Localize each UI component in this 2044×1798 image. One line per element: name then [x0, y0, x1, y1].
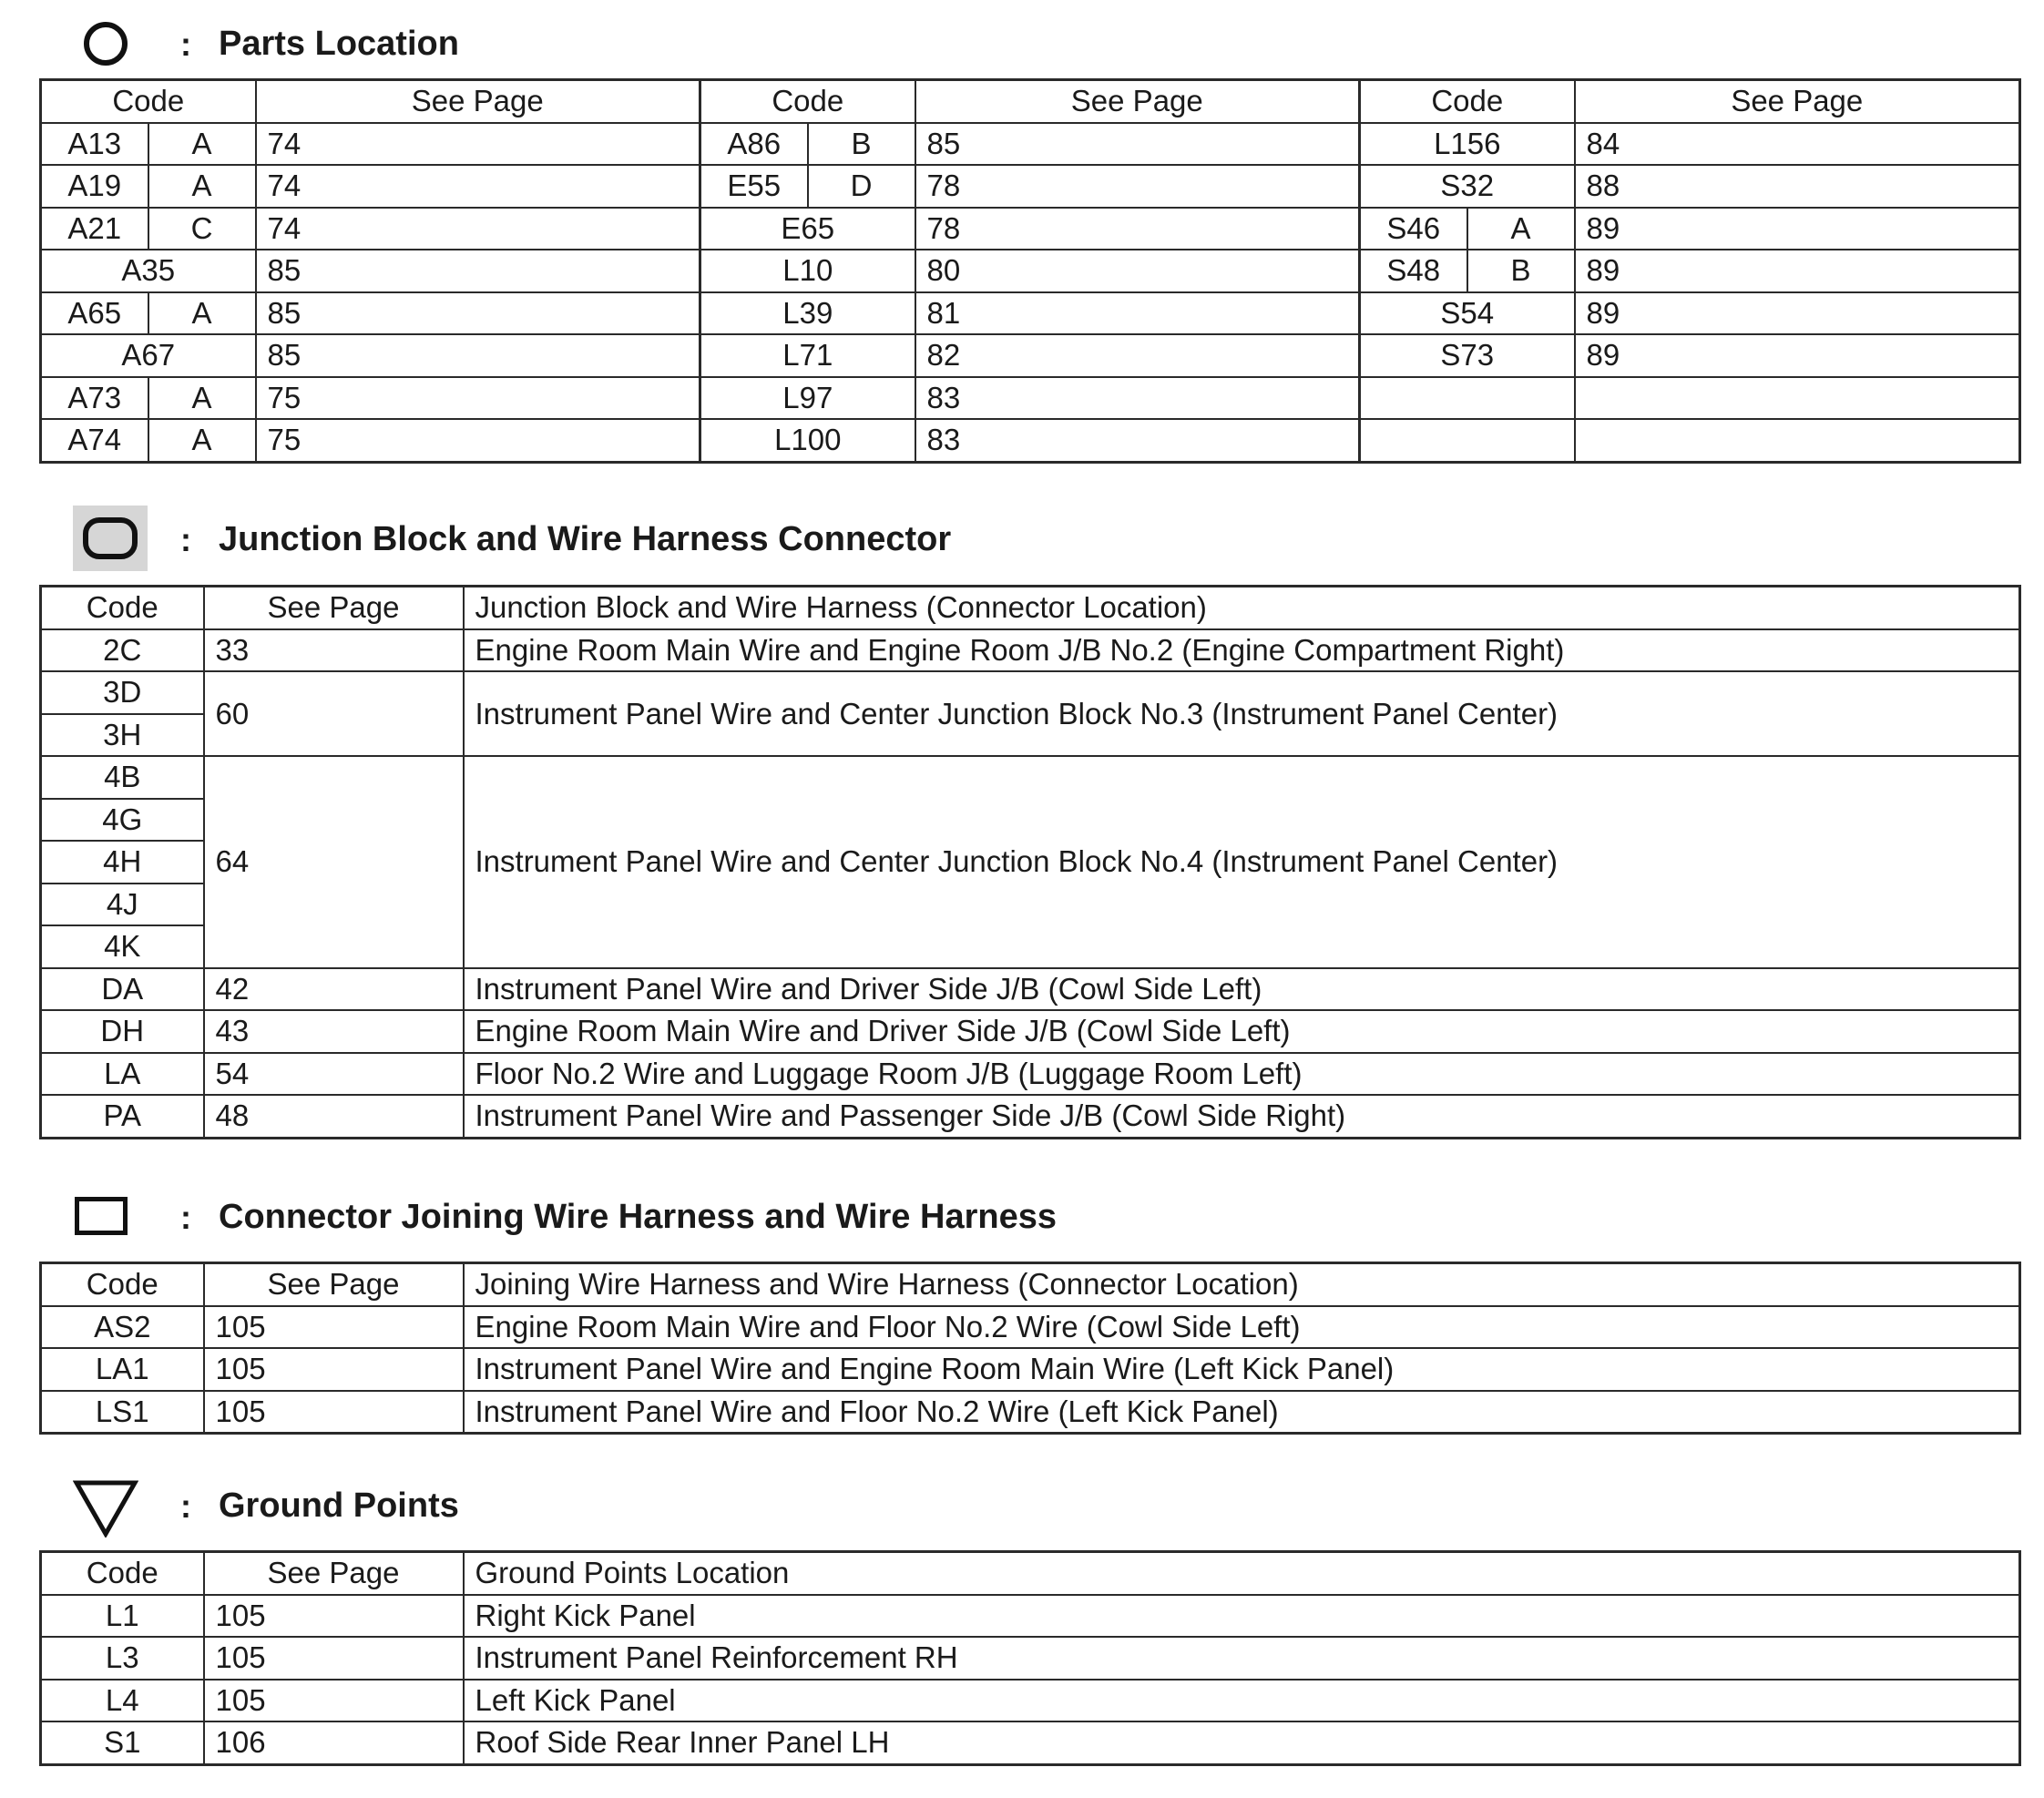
part-code-suffix: A	[148, 419, 256, 462]
connector-code: 3H	[41, 714, 204, 757]
location-description: Instrument Panel Wire and Engine Room Main Wire (Left Kick Panel)	[464, 1348, 2020, 1391]
code: L1	[41, 1595, 204, 1638]
see-page: 64	[204, 756, 464, 968]
section-title-connector-joining: Connector Joining Wire Harness and Wire Harness	[219, 1198, 1057, 1236]
part-code-suffix: A	[148, 123, 256, 166]
part-code: L10	[700, 250, 915, 292]
part-code-suffix: B	[1467, 250, 1575, 292]
part-see-page: 78	[915, 208, 1360, 250]
location-description: Left Kick Panel	[464, 1680, 2020, 1722]
section-colon: :	[180, 521, 191, 558]
table-row	[41, 671, 2020, 714]
see-page: 33	[204, 629, 464, 672]
part-see-page: 80	[915, 250, 1360, 292]
part-code	[1360, 419, 1575, 462]
header-see-page: See Page	[256, 80, 700, 123]
part-code: A21	[41, 208, 148, 250]
table-row	[41, 1348, 2020, 1391]
part-see-page: 74	[256, 208, 700, 250]
table-row	[41, 419, 2020, 462]
part-code: A13	[41, 123, 148, 166]
code: AS2	[41, 1306, 204, 1349]
section-title-junction-block: Junction Block and Wire Harness Connector	[219, 520, 952, 558]
table-row	[41, 334, 2020, 377]
header-code: Code	[41, 1263, 204, 1306]
part-see-page	[1575, 377, 2020, 420]
see-page: 60	[204, 671, 464, 756]
location-description: Engine Room Main Wire and Engine Room J/B No.2 (Engine Compartment Right)	[464, 629, 2020, 672]
part-code: E65	[700, 208, 915, 250]
table-row	[41, 1306, 2020, 1349]
code: L4	[41, 1680, 204, 1722]
see-page: 105	[204, 1680, 464, 1722]
see-page: 43	[204, 1010, 464, 1053]
part-see-page: 75	[256, 377, 700, 420]
circle-icon	[84, 22, 128, 66]
part-see-page: 84	[1575, 123, 2020, 166]
part-see-page: 83	[915, 377, 1360, 420]
see-page: 105	[204, 1306, 464, 1349]
part-see-page: 89	[1575, 208, 2020, 250]
part-see-page: 85	[256, 292, 700, 335]
rounded-rectangle-icon	[83, 517, 138, 559]
header-description: Junction Block and Wire Harness (Connector Location)	[464, 587, 2020, 629]
connector-code: DH	[41, 1010, 204, 1053]
header-code: Code	[700, 80, 915, 123]
table-row	[41, 968, 2020, 1011]
part-see-page: 85	[915, 123, 1360, 166]
part-code: A86	[700, 123, 808, 166]
header-code: Code	[1360, 80, 1575, 123]
rectangle-icon	[75, 1197, 128, 1235]
part-code: S73	[1360, 334, 1575, 377]
code: LS1	[41, 1391, 204, 1434]
part-code-suffix: C	[148, 208, 256, 250]
part-code: S54	[1360, 292, 1575, 335]
part-see-page: 85	[256, 334, 700, 377]
part-code: A35	[41, 250, 256, 292]
table-row	[41, 1680, 2020, 1722]
part-code-suffix: D	[808, 165, 915, 208]
part-code-suffix: A	[148, 377, 256, 420]
connector-code: 4B	[41, 756, 204, 799]
part-see-page: 78	[915, 165, 1360, 208]
see-page: 42	[204, 968, 464, 1011]
header-code: Code	[41, 1552, 204, 1595]
connector-code: 4H	[41, 841, 204, 884]
part-code: L100	[700, 419, 915, 462]
parts-location-table	[39, 78, 2021, 464]
part-code: L39	[700, 292, 915, 335]
part-code-suffix: A	[148, 292, 256, 335]
section-title-ground-points: Ground Points	[219, 1486, 459, 1525]
location-description: Instrument Panel Wire and Floor No.2 Wire (Left Kick Panel)	[464, 1391, 2020, 1434]
section-colon: :	[180, 1487, 191, 1525]
part-code-suffix: A	[1467, 208, 1575, 250]
part-see-page: 88	[1575, 165, 2020, 208]
part-code	[1360, 377, 1575, 420]
code: L3	[41, 1637, 204, 1680]
header-see-page: See Page	[204, 1552, 464, 1595]
part-see-page: 82	[915, 334, 1360, 377]
location-description: Instrument Panel Reinforcement RH	[464, 1637, 2020, 1680]
part-see-page: 89	[1575, 250, 2020, 292]
header-code: Code	[41, 587, 204, 629]
part-code: L71	[700, 334, 915, 377]
connector-code: 3D	[41, 671, 204, 714]
part-see-page: 81	[915, 292, 1360, 335]
connector-code: 4K	[41, 925, 204, 968]
part-see-page: 89	[1575, 292, 2020, 335]
header-see-page: See Page	[1575, 80, 2020, 123]
table-row	[41, 756, 2020, 799]
part-code-suffix: A	[148, 165, 256, 208]
down-triangle-icon	[73, 1479, 138, 1537]
table-row	[41, 1637, 2020, 1680]
table-row	[41, 1391, 2020, 1434]
part-see-page: 89	[1575, 334, 2020, 377]
table-row	[41, 250, 2020, 292]
location-description: Roof Side Rear Inner Panel LH	[464, 1721, 2020, 1764]
header-see-page: See Page	[915, 80, 1360, 123]
see-page: 105	[204, 1637, 464, 1680]
see-page: 106	[204, 1721, 464, 1764]
table-row	[41, 1053, 2020, 1096]
connector-code: PA	[41, 1095, 204, 1138]
header-description: Joining Wire Harness and Wire Harness (Connector Location)	[464, 1263, 2020, 1306]
table-row	[41, 292, 2020, 335]
location-description: Floor No.2 Wire and Luggage Room J/B (Luggage Room Left)	[464, 1053, 2020, 1096]
part-see-page: 74	[256, 123, 700, 166]
table-row	[41, 1095, 2020, 1138]
table-row	[41, 1595, 2020, 1638]
connector-code: 4J	[41, 884, 204, 926]
header-see-page: See Page	[204, 587, 464, 629]
location-description: Instrument Panel Wire and Passenger Side J/B (Cowl Side Right)	[464, 1095, 2020, 1138]
section-title-parts-location: Parts Location	[219, 25, 459, 63]
table-row	[41, 1721, 2020, 1764]
see-page: 54	[204, 1053, 464, 1096]
location-description: Instrument Panel Wire and Center Junction Block No.3 (Instrument Panel Center)	[464, 671, 2020, 756]
location-description: Engine Room Main Wire and Driver Side J/B (Cowl Side Left)	[464, 1010, 2020, 1053]
header-code: Code	[41, 80, 256, 123]
ground-points-table	[39, 1550, 2021, 1766]
part-code: A67	[41, 334, 256, 377]
part-code: S46	[1360, 208, 1467, 250]
section-colon: :	[180, 26, 191, 63]
code: LA1	[41, 1348, 204, 1391]
part-see-page: 85	[256, 250, 700, 292]
part-see-page: 83	[915, 419, 1360, 462]
part-see-page: 74	[256, 165, 700, 208]
see-page: 48	[204, 1095, 464, 1138]
see-page: 105	[204, 1595, 464, 1638]
location-description: Right Kick Panel	[464, 1595, 2020, 1638]
table-row	[41, 377, 2020, 420]
connector-code: 4G	[41, 799, 204, 842]
part-code: L97	[700, 377, 915, 420]
part-code: S32	[1360, 165, 1575, 208]
connector-code: LA	[41, 1053, 204, 1096]
code: S1	[41, 1721, 204, 1764]
part-see-page: 75	[256, 419, 700, 462]
table-row	[41, 208, 2020, 250]
table-row	[41, 165, 2020, 208]
connector-joining-table	[39, 1262, 2021, 1435]
junction-block-table	[39, 585, 2021, 1139]
location-description: Instrument Panel Wire and Center Junction Block No.4 (Instrument Panel Center)	[464, 756, 2020, 968]
see-page: 105	[204, 1391, 464, 1434]
location-description: Engine Room Main Wire and Floor No.2 Wire (Cowl Side Left)	[464, 1306, 2020, 1349]
part-code: A74	[41, 419, 148, 462]
table-row	[41, 629, 2020, 672]
see-page: 105	[204, 1348, 464, 1391]
part-code: E55	[700, 165, 808, 208]
section-colon: :	[180, 1199, 191, 1236]
table-row	[41, 123, 2020, 166]
connector-code: DA	[41, 968, 204, 1011]
connector-code: 2C	[41, 629, 204, 672]
table-row	[41, 1010, 2020, 1053]
location-description: Instrument Panel Wire and Driver Side J/B (Cowl Side Left)	[464, 968, 2020, 1011]
part-code: L156	[1360, 123, 1575, 166]
part-code-suffix: B	[808, 123, 915, 166]
part-code: A65	[41, 292, 148, 335]
part-code: A19	[41, 165, 148, 208]
header-see-page: See Page	[204, 1263, 464, 1306]
header-description: Ground Points Location	[464, 1552, 2020, 1595]
part-code: A73	[41, 377, 148, 420]
part-see-page	[1575, 419, 2020, 462]
part-code: S48	[1360, 250, 1467, 292]
